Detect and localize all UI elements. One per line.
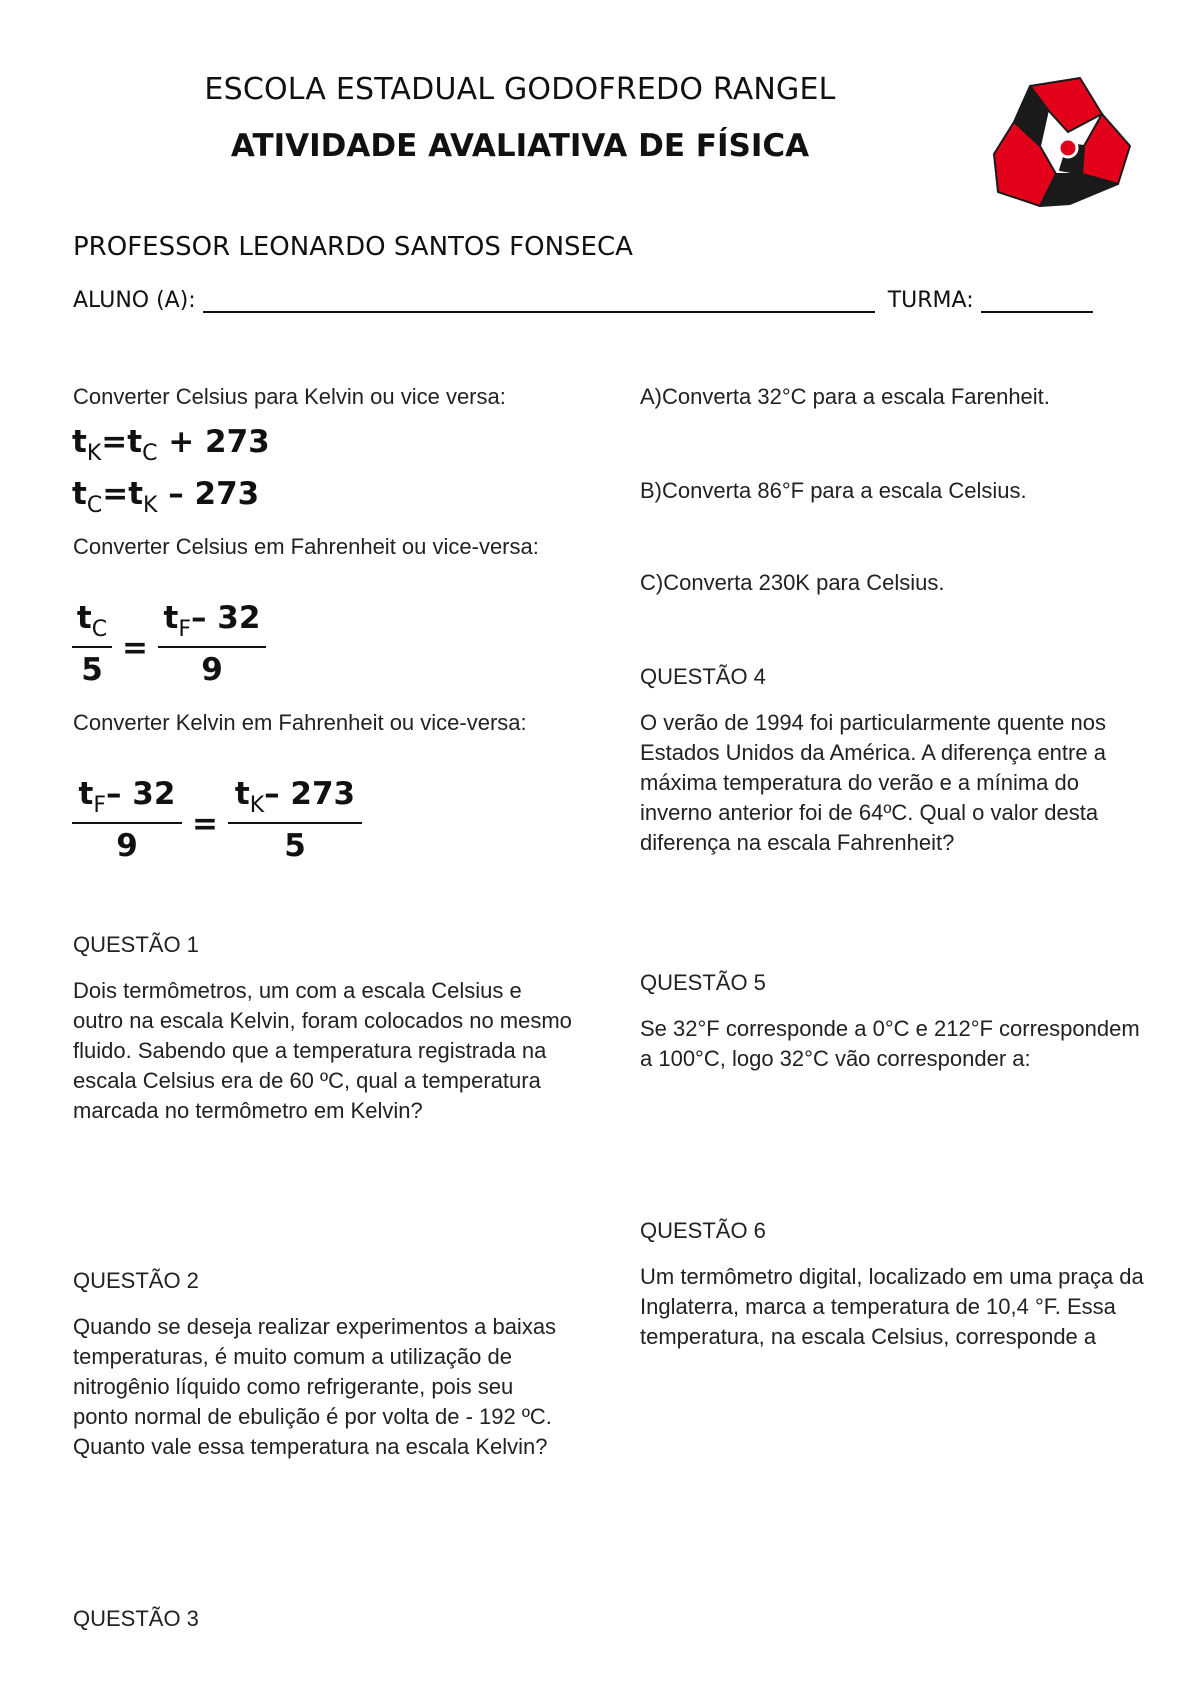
question-4-text: O verão de 1994 foi particularmente quente nos Estados Unidos da América. A diferença entre a máxima temperatura do verão e a mínima do inverno anterior foi de 64ºC. Qual o valor desta diferença na escala Fahrenheit?	[640, 710, 1106, 855]
logo-block-right	[1082, 114, 1130, 184]
equals-sign: =	[122, 630, 148, 666]
question-3-title: QUESTÃO 3	[73, 1606, 199, 1631]
intro-celsius-kelvin: Converter Celsius para Kelvin ou vice versa:	[73, 384, 506, 409]
question-3c: C)Converta 230K para Celsius.	[640, 570, 945, 595]
question-2-text: Quando se deseja realizar experimentos a baixas temperaturas, é muito comum a utilização de nitrogênio líquido como refrigerante, pois seu ponto normal de ebulição é por volta de - 192 ºC. Quanto vale essa temperatura na escala Kelvin?	[73, 1314, 557, 1459]
fraction-tf-minus-32-over-9: $t_F-$ 32 9	[72, 776, 182, 864]
question-6-title: QUESTÃO 6	[640, 1218, 766, 1243]
question-4-title: QUESTÃO 4	[640, 664, 766, 689]
question-5-title: QUESTÃO 5	[640, 970, 766, 995]
intro-kelvin-fahrenheit: Converter Kelvin em Fahrenheit ou vice-versa:	[73, 710, 527, 735]
class-field[interactable]	[981, 291, 1093, 313]
school-name: ESCOLA ESTADUAL GODOFREDO RANGEL	[204, 72, 836, 107]
activity-title: ATIVIDADE AVALIATIVA DE FÍSICA	[230, 128, 810, 164]
fraction-tk-minus-273-over-5: $t_K-$ 273 5	[228, 776, 362, 864]
formula-celsius-from-kelvin: $t_C=t_K - 273$	[72, 476, 260, 518]
equals-sign: =	[192, 806, 218, 842]
student-label: ALUNO (A):	[73, 288, 196, 313]
question-1-text: Dois termômetros, um com a escala Celsius e outro na escala Kelvin, foram colocados no mesmo fluido. Sabendo que a temperatura registrada na escala Celsius era de 60 ºC, qual a temperatura marcada no termômetro em Kelvin?	[73, 978, 572, 1123]
question-6-text: Um termômetro digital, localizado em uma praça da Inglaterra, marca a temperatura de 10,4 °F. Essa temperatura, na escala Celsius, corresponde a	[640, 1264, 1144, 1349]
student-line	[73, 288, 1113, 313]
formula-kelvin-from-celsius: $t_K=t_C + 273$	[72, 424, 270, 466]
question-3b: B)Converta 86°F para a escala Celsius.	[640, 478, 1027, 503]
question-2-title: QUESTÃO 2	[73, 1268, 199, 1293]
class-label: TURMA:	[887, 288, 974, 313]
student-name-field[interactable]	[203, 291, 875, 313]
question-5-text: Se 32°F corresponde a 0°C e 212°F correspondem a 100°C, logo 32°C vão corresponder a:	[640, 1016, 1140, 1071]
teacher-name: PROFESSOR LEONARDO SANTOS FONSECA	[73, 232, 633, 262]
fraction-tc-over-5: $t_C$ 5	[72, 600, 112, 688]
question-1-title: QUESTÃO 1	[73, 932, 199, 957]
logo-center-dot	[1059, 139, 1077, 157]
fraction-tf-minus-32-over-9: $t_F-$ 32 9	[158, 600, 266, 688]
question-3a: A)Converta 32°C para a escala Farenheit.	[640, 384, 1050, 409]
school-logo-icon	[990, 74, 1135, 209]
intro-celsius-fahrenheit: Converter Celsius em Fahrenheit ou vice-versa:	[73, 534, 539, 559]
